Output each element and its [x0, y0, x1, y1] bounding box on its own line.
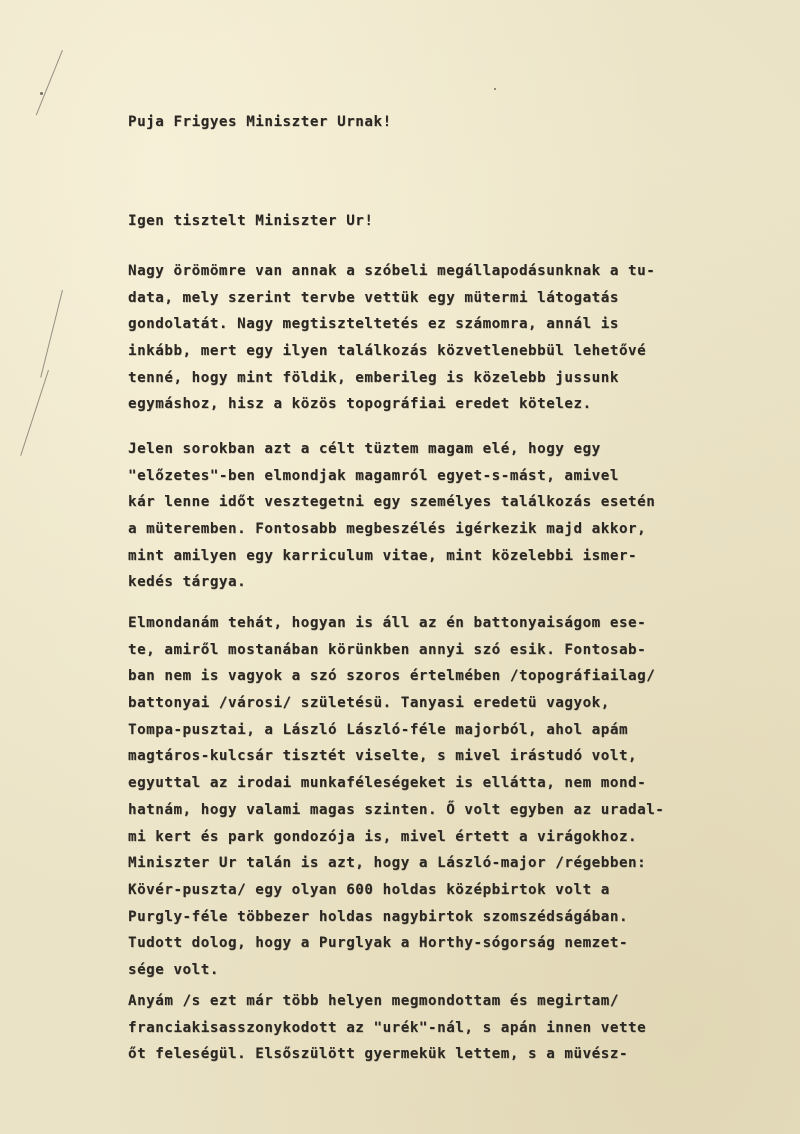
text-line: sége volt.: [128, 961, 219, 978]
text-line: Elmondanám tehát, hogyan is áll az én battonyaiságom ese-: [128, 615, 647, 631]
text-line: magtáros-kulcsár tisztét viselte, s mivel irástudó volt,: [128, 748, 638, 765]
text-line: egyuttal az irodai munkaféleségeket is ellátta, nem mond-: [128, 775, 647, 792]
paragraph-3: [128, 610, 664, 984]
text-line: őt feleségül. Elsőszülött gyermekük lettem, s a müvész-: [128, 1046, 629, 1063]
ink-speck: [494, 88, 496, 90]
text-line: data, mely szerint tervbe vettük egy mütermi látogatás: [128, 289, 619, 306]
text-line: gondolatát. Nagy megtiszteltetés ez számomra, annál is: [128, 316, 619, 333]
text-line: Tompa-pusztai, a László László-féle majorból, ahol apám: [128, 721, 629, 738]
text-line: mi kert és park gondozója is, mivel értett a virágokhoz.: [128, 828, 638, 845]
text-line: kár lenne időt vesztegetni egy személyes találkozás esetén: [128, 494, 656, 511]
addressee-line: Puja Frigyes Miniszter Urnak!: [128, 114, 392, 130]
text-line: "előzetes"-ben elmondjak magamról egyet-s-mást, amivel: [128, 467, 619, 484]
margin-mark: [20, 370, 49, 456]
greeting-line: Igen tisztelt Miniszter Ur!: [128, 213, 374, 229]
text-line: tenné, hogy mint földik, emberileg is közelebb jussunk: [128, 369, 619, 386]
text-line: a müteremben. Fontosabb megbeszélés igérkezik majd akkor,: [128, 521, 647, 538]
ink-speck: [40, 92, 43, 95]
text-line: Nagy örömömre van annak a szóbeli megállapodásunknak a tu-: [128, 263, 656, 279]
paragraph-2: [128, 436, 655, 596]
paragraph-1: [128, 258, 655, 418]
text-line: te, amiről mostanában körünkben annyi szó esik. Fontosab-: [128, 641, 647, 658]
text-line: ban nem is vagyok a szó szoros értelmében /topográfiailag/: [128, 668, 656, 685]
text-line: egymáshoz, hisz a közös topográfiai eredet kötelez.: [128, 396, 592, 413]
paragraph-4: [128, 988, 646, 1068]
text-line: Tudott dolog, hogy a Purglyak a Horthy-sógorság nemzet-: [128, 935, 629, 952]
text-line: mint amilyen egy karriculum vitae, mint közelebbi ismer-: [128, 547, 638, 564]
text-line: Purgly-féle többezer holdas nagybirtok szomszédságában.: [128, 908, 629, 925]
text-line: inkább, mert egy ilyen találkozás közvetlenebbül lehetővé: [128, 343, 647, 360]
text-line: Jelen sorokban azt a célt tüztem magam elé, hogy egy: [128, 441, 601, 457]
text-line: battonyai /városi/ születésü. Tanyasi eredetü vagyok,: [128, 695, 610, 712]
margin-mark: [36, 50, 64, 115]
text-line: Anyám /s ezt már több helyen megmondottam és megirtam/: [128, 993, 619, 1009]
text-line: hatnám, hogy valami magas szinten. Ő volt egyben az uradal-: [128, 801, 665, 818]
text-line: Kövér-puszta/ egy olyan 600 holdas középbirtok volt a: [128, 881, 610, 898]
text-line: Miniszter Ur talán is azt, hogy a László-major /régebben:: [128, 855, 647, 872]
text-line: franciakisasszonykodott az "urék"-nál, s apán innen vette: [128, 1019, 647, 1036]
margin-mark: [40, 290, 63, 378]
text-line: kedés tárgya.: [128, 574, 247, 591]
